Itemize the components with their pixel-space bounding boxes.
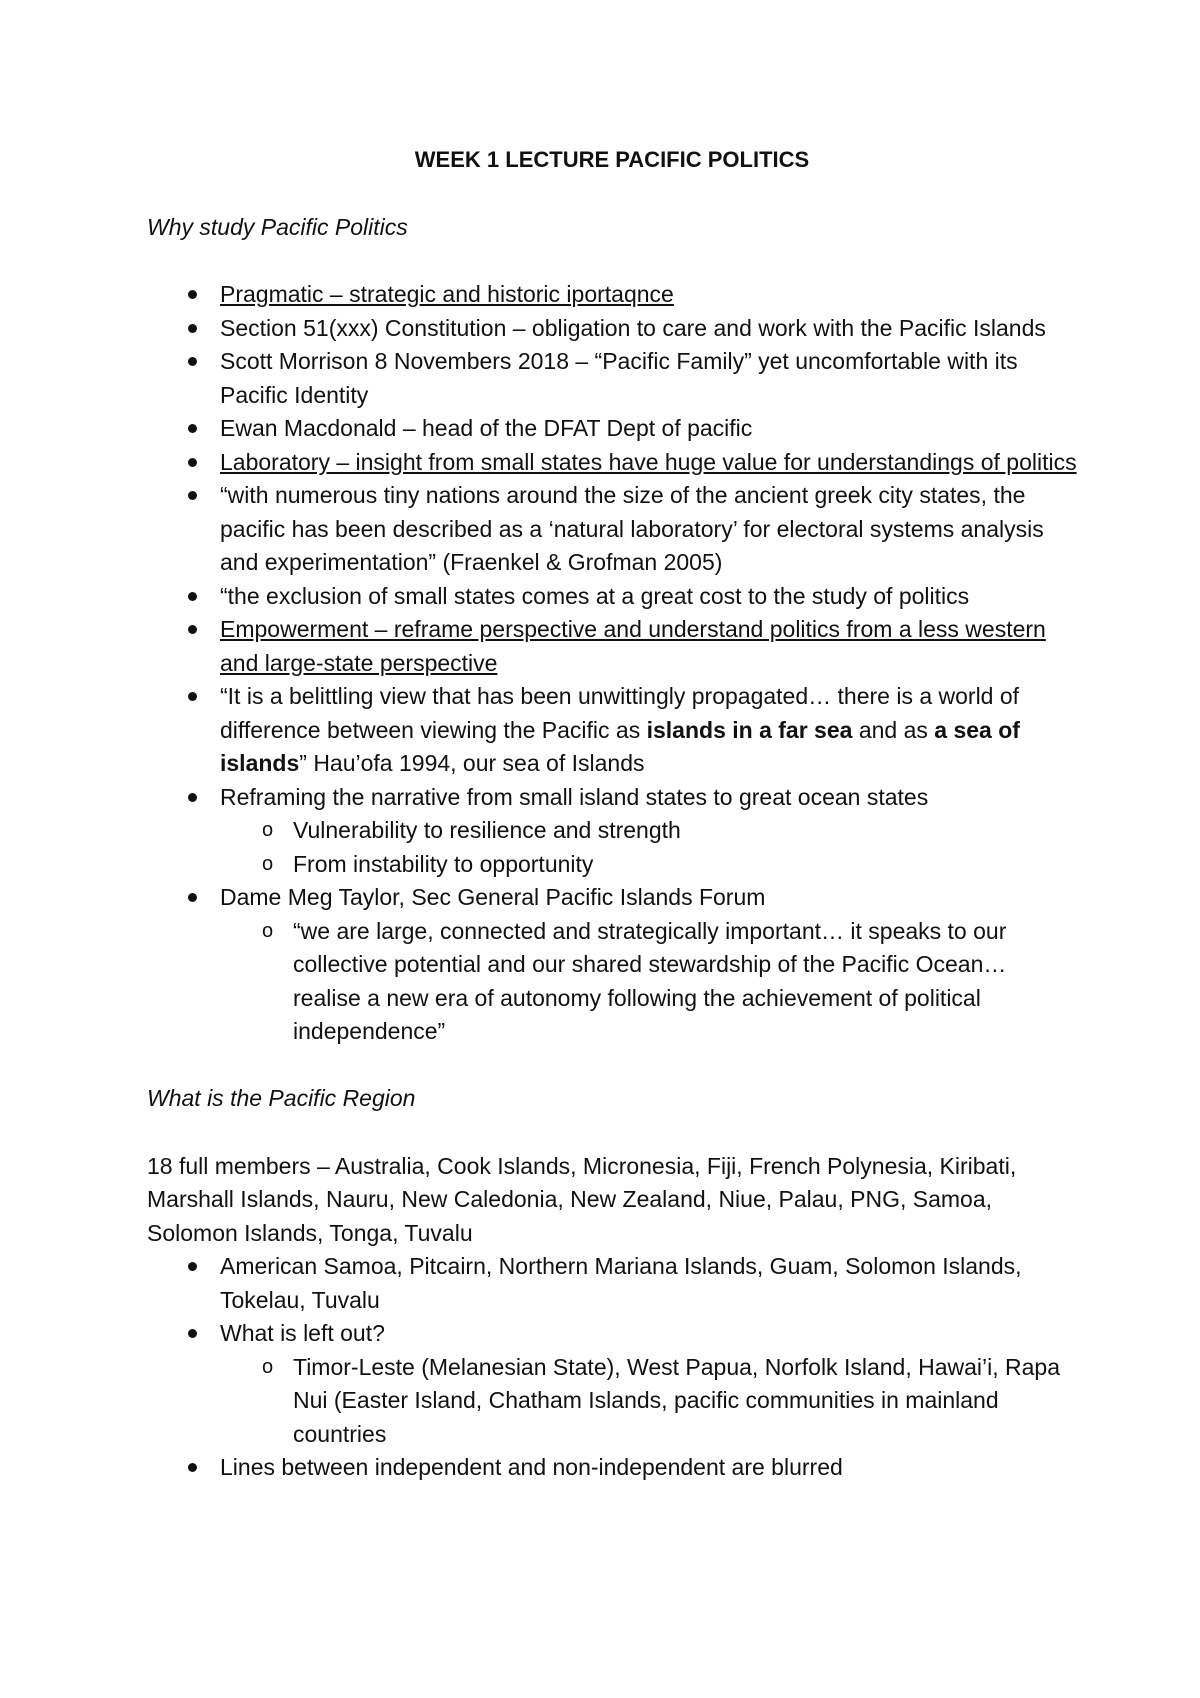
members-paragraph: 18 full members – Australia, Cook Islands, Micronesia, Fiji, French Polynesia, Kiribati, Marshall Islands, Nauru, New Caledonia, New Zealand, Niue, Palau, PNG, Samoa, Solomon Islands, Tonga, Tuvalu xyxy=(147,1152,1017,1246)
list-item: “with numerous tiny nations around the size of the ancient greek city states, the pacific has been described as a ‘natural laboratory’ for electoral systems analysis and experimentation” (Fraenkel & Grofman 2005) xyxy=(147,479,1077,580)
list-item: “the exclusion of small states comes at a great cost to the study of politics xyxy=(147,580,1077,614)
list-item: Ewan Macdonald – head of the DFAT Dept of pacific xyxy=(147,412,1077,446)
list-item: Section 51(xxx) Constitution – obligation to care and work with the Pacific Islands xyxy=(147,312,1077,346)
list-item-hauofa-quote: “It is a belittling view that has been unwittingly propagated… there is a world of difference between viewing the Pacific as islands in a far sea and as a sea of islands” Hau’ofa 1994, our sea of Islands xyxy=(147,680,1077,781)
section-heading-pacific-region: What is the Pacific Region xyxy=(147,1085,416,1111)
left-out-sublist xyxy=(220,1351,1077,1452)
list-item: What is left out? o Timor-Leste (Melanesian State), West Papua, Norfolk Island, Hawai’i, Rapa Nui (Easter Island, Chatham Islands, pacific communities in mainland countries xyxy=(147,1317,1077,1451)
list-item-reframing: Reframing the narrative from small island states to great ocean states o Vulnerability to resilience and strength o From instability to opportunity xyxy=(147,781,1077,882)
sub-list-item: o Vulnerability to resilience and strength xyxy=(220,814,1077,848)
list-item: Lines between independent and non-independent are blurred xyxy=(147,1451,1077,1485)
sub-list-item: o “we are large, connected and strategically important… it speaks to our collective potential and our shared stewardship of the Pacific Ocean… realise a new era of autonomy following the achievement of political independence” xyxy=(220,915,1077,1049)
list-item: Pragmatic – strategic and historic iportaqnce xyxy=(147,278,1077,312)
pacific-region-list xyxy=(147,1250,1077,1485)
list-item: Empowerment – reframe perspective and understand politics from a less western and large-state perspective xyxy=(147,613,1077,680)
document-body xyxy=(147,143,1077,1485)
why-study-list xyxy=(147,278,1077,1049)
reframing-sublist xyxy=(220,814,1077,881)
section-heading-why-study: Why study Pacific Politics xyxy=(147,213,408,240)
list-item: Scott Morrison 8 Novembers 2018 – “Pacific Family” yet uncomfortable with its Pacific Identity xyxy=(147,345,1077,412)
list-item: American Samoa, Pitcairn, Northern Mariana Islands, Guam, Solomon Islands, Tokelau, Tuvalu xyxy=(147,1250,1077,1317)
list-item: Laboratory – insight from small states have huge value for understandings of politics xyxy=(147,446,1077,480)
list-item-taylor: Dame Meg Taylor, Sec General Pacific Islands Forum o “we are large, connected and strategically important… it speaks to our collective potential and our shared stewardship of the Pacific Ocean… realise a new era of autonomy following the achievement of political independence” xyxy=(147,881,1077,1049)
sub-list-item: o From instability to opportunity xyxy=(220,848,1077,882)
page-title: WEEK 1 LECTURE PACIFIC POLITICS xyxy=(414,147,810,172)
taylor-sublist xyxy=(220,915,1077,1049)
sub-list-item: o Timor-Leste (Melanesian State), West Papua, Norfolk Island, Hawai’i, Rapa Nui (Easter Island, Chatham Islands, pacific communities in mainland countries xyxy=(220,1351,1077,1452)
